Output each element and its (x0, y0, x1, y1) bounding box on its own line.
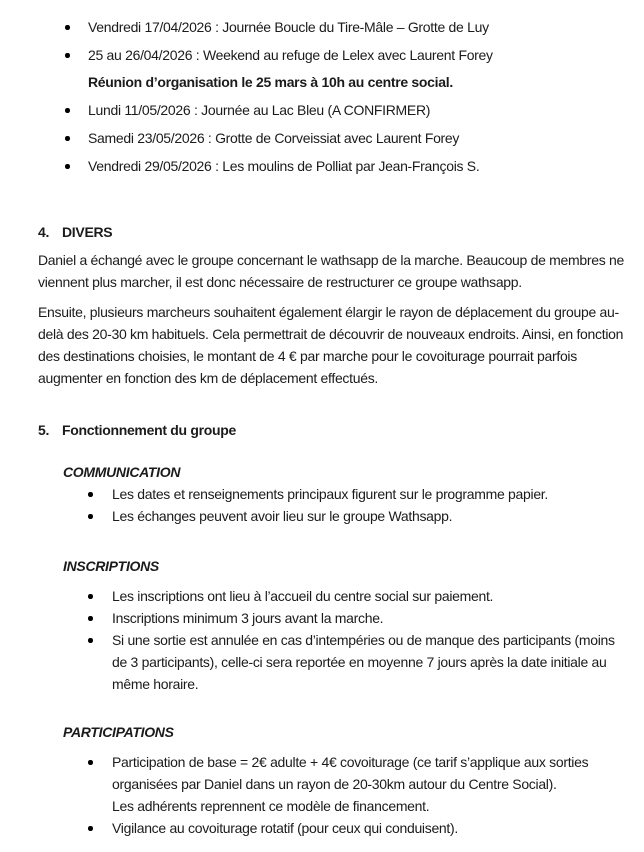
bullet-item (112, 483, 626, 505)
schedule-list (38, 16, 626, 177)
schedule-item-note: Réunion d’organisation le 25 mars à 10h au centre social. (88, 74, 453, 90)
bullet-text: Les inscriptions ont lieu à l’accueil du centre social sur paiement. (112, 588, 494, 604)
section-title: DIVERS (62, 224, 113, 240)
bullet-item (112, 505, 626, 527)
schedule-item-text: Vendredi 17/04/2026 : Journée Boucle du Tire-Mâle – Grotte de Luy (88, 19, 489, 35)
bullet-list (38, 585, 626, 695)
subsection-participations (38, 721, 626, 839)
bullet-text: Vigilance au covoiturage rotatif (pour ceux qui conduisent). (112, 820, 458, 836)
bullet-item (112, 751, 626, 817)
subsection-title: COMMUNICATION (63, 464, 181, 480)
section-heading (38, 419, 626, 441)
bullet-text: Participation de base = 2€ adulte + 4€ covoiturage (ce tarif s’applique aux sorties organisées par Daniel dans un rayon de 20-30km autour du Centre Social). (112, 754, 589, 792)
section-number: 4. (38, 224, 50, 240)
bullet-list (38, 751, 626, 839)
schedule-item-text: 25 au 26/04/2026 : Weekend au refuge de Lelex avec Laurent Forey (88, 47, 493, 63)
bullet-text: Les dates et renseignements principaux figurent sur le programme papier. (112, 486, 548, 502)
bullet-item (112, 607, 626, 629)
schedule-item (88, 44, 626, 93)
section-number: 5. (38, 422, 50, 438)
bullet-item (112, 585, 626, 607)
bullet-item (112, 629, 626, 695)
paragraph: Daniel a échangé avec le groupe concernant le wathsapp de la marche. Beaucoup de membres ne viennent plus marcher, il est donc nécessaire de restructurer ce groupe wathsapp. (38, 252, 624, 290)
bullet-list (38, 483, 626, 527)
subsection-inscriptions (38, 555, 626, 695)
schedule-item (88, 16, 626, 38)
bullet-extra-line: Les adhérents reprennent ce modèle de financement. (112, 798, 430, 814)
schedule-item (88, 155, 626, 177)
schedule-item-text: Lundi 11/05/2026 : Journée au Lac Bleu (A CONFIRMER) (88, 102, 431, 118)
bullet-text: Si une sortie est annulée en cas d’intempéries ou de manque des participants (moins de 3 participants), celle-ci sera reportée en moyenne 7 jours après la date initiale au même horaire. (112, 632, 615, 692)
section-title: Fonctionnement du groupe (62, 422, 237, 438)
subsection-title: INSCRIPTIONS (63, 558, 159, 574)
section-fonctionnement (38, 419, 626, 839)
schedule-item-text: Vendredi 29/05/2026 : Les moulins de Polliat par Jean-François S. (88, 158, 480, 174)
paragraph: Ensuite, plusieurs marcheurs souhaitent également élargir le rayon de déplacement du groupe au-delà des 20-30 km habituels. Cela permettrait de découvrir de nouveaux endroits. Ainsi, en fonction des destinations choisies, le montant de 4 € par marche pour le covoiturage pourrait parfois augmenter en fonction des km de déplacement effectués. (38, 304, 624, 386)
subsection-title: PARTICIPATIONS (63, 724, 174, 740)
bullet-item (112, 817, 626, 839)
schedule-item (88, 127, 626, 149)
bullet-text: Inscriptions minimum 3 jours avant la marche. (112, 610, 384, 626)
schedule-item-text: Samedi 23/05/2026 : Grotte de Corveissiat avec Laurent Forey (88, 130, 460, 146)
bullet-text: Les échanges peuvent avoir lieu sur le groupe Wathsapp. (112, 508, 453, 524)
section-heading (38, 221, 626, 243)
section-divers (38, 221, 626, 389)
schedule-item (88, 99, 626, 121)
subsection-communication (38, 461, 626, 527)
